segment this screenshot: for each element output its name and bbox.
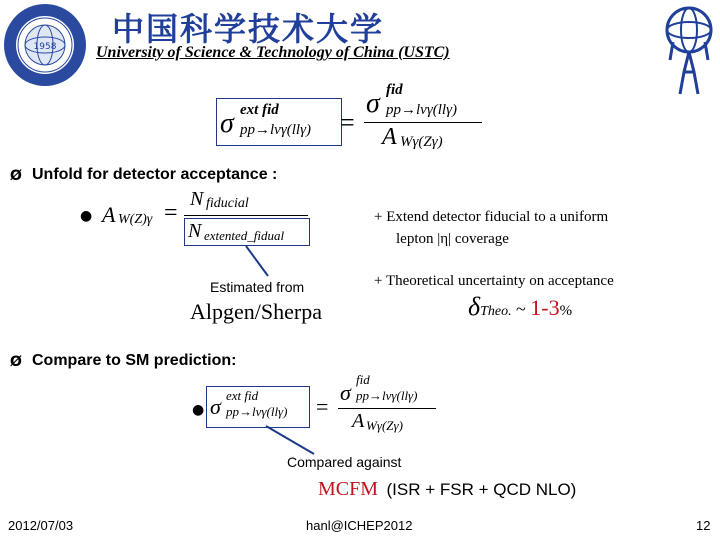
sm-prediction-formula: ● σ ext fid pp→lνγ(llγ) = σ fid pp→lνγ(llγ) A Wγ(Zγ) (192, 368, 452, 438)
mcfm-label: MCFM (318, 478, 379, 500)
ustc-logo (2, 2, 88, 88)
section-heading: Unfold for detector acceptance : (32, 166, 278, 183)
logo-year: 1958 (33, 42, 57, 52)
section-heading: Compare to SM prediction: (32, 352, 237, 369)
equals-sign: = (340, 108, 355, 137)
atlas-logo (660, 2, 718, 96)
numerator-subscript: pp→lνγ(llγ) (356, 388, 418, 403)
slide-number: 12 (696, 518, 711, 533)
compared-against-label: Compared against (287, 454, 402, 470)
theory-uncertainty-note: + Theoretical uncertainty on acceptance (374, 273, 614, 289)
acceptance-subscript: W(Z)γ (118, 212, 153, 227)
uncertainty-range: 1-3 (530, 295, 560, 320)
university-name-chinese: 中国科学技术大学 (112, 10, 385, 48)
tilde-sign: ~ (516, 299, 526, 319)
fraction-bar (338, 408, 436, 409)
numerator-subscript: pp→lνγ(llγ) (386, 102, 457, 118)
lhs-superscript: ext fid (240, 102, 279, 118)
numerator-superscript: fid (386, 82, 403, 98)
note-line-1: + Extend detector fiducial to a uniform (374, 209, 609, 225)
fraction-bar (364, 122, 482, 123)
note-line-2: lepton |η| coverage (396, 231, 509, 247)
denominator-subscript: extented_fidual (204, 228, 285, 243)
bullet-arrow-icon: Ø (10, 168, 22, 184)
generator-name: Alpgen/Sherpa (190, 299, 322, 324)
denominator-subscript: Wγ(Zγ) (366, 418, 403, 433)
equals-sign: = (316, 394, 329, 419)
university-name-english: University of Science & Technology of China (USTC) (96, 44, 450, 61)
bullet-dot-icon: ● (80, 208, 93, 224)
theory-uncertainty-value: δTheo. ~ 1-3% (468, 292, 573, 321)
lhs-subscript: pp→lνγ(llγ) (226, 404, 288, 419)
mcfm-detail: (ISR + FSR + QCD NLO) (386, 480, 577, 499)
numerator-superscript: fid (356, 372, 370, 387)
footer-author: hanl@ICHEP2012 (306, 518, 413, 533)
callout-connector (262, 424, 322, 458)
fraction-bar (184, 215, 308, 216)
estimated-from-label: Estimated from (210, 279, 305, 295)
acceptance-formula: ● A W(Z)γ = N fiducial N extented_fidual (80, 188, 320, 248)
callout-connector (240, 244, 280, 280)
cross-section-formula: σ ext fid pp→lνγ(llγ) = σ fid pp→lνγ(llγ) A Wγ(Zγ) (216, 84, 496, 156)
theo-subscript: Theo. (480, 304, 512, 319)
numerator-subscript: fiducial (206, 196, 249, 211)
footer-date: 2012/07/03 (8, 518, 74, 533)
equals-sign: = (164, 200, 178, 226)
percent-sign: % (559, 303, 573, 319)
bullet-dot-icon: ● (192, 402, 205, 418)
extend-fiducial-note (374, 206, 704, 250)
denominator-subscript: Wγ(Zγ) (400, 134, 443, 150)
mcfm-line (318, 478, 576, 501)
bullet-arrow-icon: Ø (10, 354, 22, 370)
lhs-superscript: ext fid (226, 388, 259, 403)
lhs-subscript: pp→lνγ(llγ) (240, 122, 311, 138)
